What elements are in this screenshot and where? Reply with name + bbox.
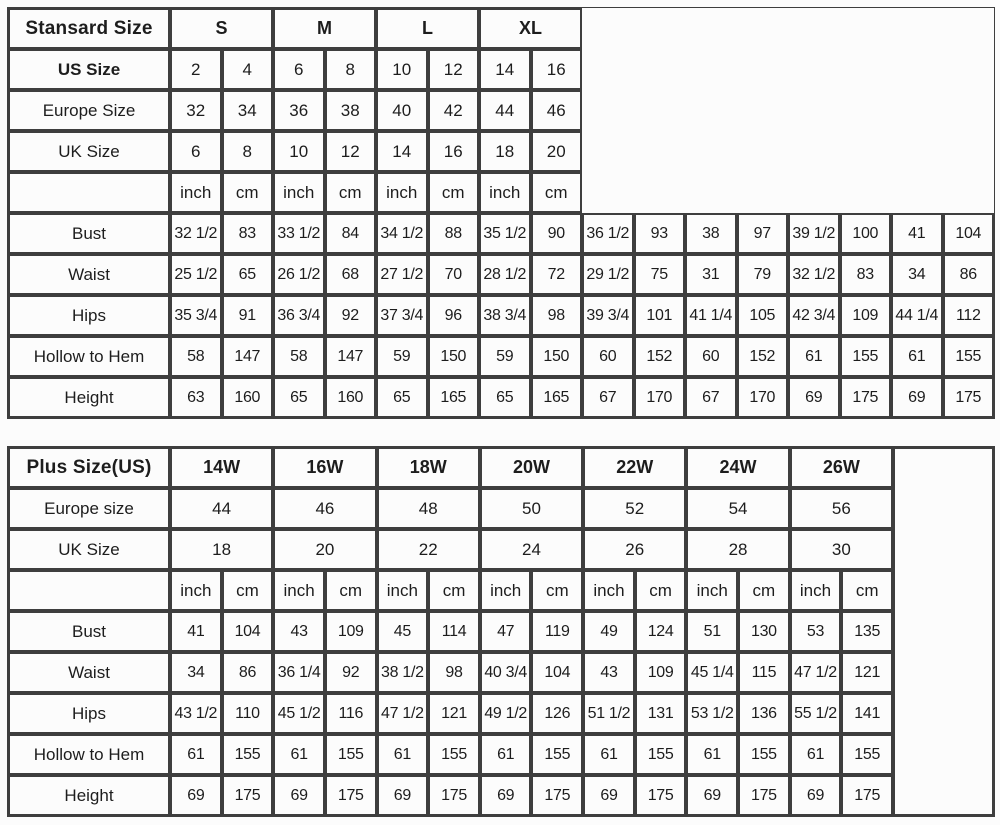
measure-value-cell: 28 1/2	[479, 254, 531, 295]
measure-value-cell: 175	[325, 775, 377, 816]
measure-value-cell: 86	[222, 652, 274, 693]
measure-value-cell: 69	[790, 775, 842, 816]
measure-value-cell: 61	[790, 734, 842, 775]
header-value-cell: 8	[325, 49, 377, 90]
measure-value-cell: 69	[686, 775, 738, 816]
measure-value-cell: 61	[273, 734, 325, 775]
unit-row	[8, 570, 994, 611]
unit-label-cell: cm	[428, 570, 480, 611]
header-value-cell: 22	[377, 529, 480, 570]
measure-value-cell: 130	[738, 611, 790, 652]
measure-value-cell: 47 1/2	[377, 693, 429, 734]
header-value-cell: 20	[531, 131, 583, 172]
measure-value-cell: 61	[788, 336, 840, 377]
measure-value-cell: 86	[943, 254, 995, 295]
header-value-cell: 26	[583, 529, 686, 570]
measure-value-cell: 44 1/4	[891, 295, 943, 336]
measure-value-cell: 105	[737, 295, 789, 336]
measure-value-cell: 75	[634, 254, 686, 295]
measure-value-cell: 155	[738, 734, 790, 775]
size-group-header: 26W	[790, 447, 893, 488]
measure-value-cell: 41 1/4	[685, 295, 737, 336]
size-header-row	[8, 131, 994, 172]
measure-value-cell: 35 1/2	[479, 213, 531, 254]
measure-value-cell: 69	[377, 775, 429, 816]
measure-value-cell: 109	[325, 611, 377, 652]
unit-row-blank-cell	[8, 570, 170, 611]
measure-value-cell: 59	[479, 336, 531, 377]
measure-value-cell: 61	[891, 336, 943, 377]
measure-value-cell: 165	[531, 377, 583, 418]
measure-value-cell: 61	[480, 734, 532, 775]
measure-value-cell: 112	[943, 295, 995, 336]
measure-value-cell: 175	[943, 377, 995, 418]
header-row-label: US Size	[8, 49, 170, 90]
measure-value-cell: 155	[531, 734, 583, 775]
measure-value-cell: 115	[738, 652, 790, 693]
header-value-cell: 42	[428, 90, 480, 131]
unit-label-cell: cm	[841, 570, 893, 611]
measure-value-cell: 124	[635, 611, 687, 652]
unit-row-blank-cell	[8, 172, 170, 213]
table-gap	[7, 419, 994, 446]
measure-value-cell: 69	[583, 775, 635, 816]
measure-value-cell: 155	[943, 336, 995, 377]
measure-value-cell: 155	[325, 734, 377, 775]
measure-value-cell: 114	[428, 611, 480, 652]
unit-label-cell: cm	[222, 570, 274, 611]
unit-label-cell: inch	[480, 570, 532, 611]
measure-value-cell: 32 1/2	[170, 213, 222, 254]
measure-value-cell: 104	[222, 611, 274, 652]
group-header-row	[8, 447, 994, 488]
empty-column-cell	[893, 447, 994, 816]
measure-value-cell: 55 1/2	[790, 693, 842, 734]
measure-row-label: Height	[8, 377, 170, 418]
measure-value-cell: 119	[531, 611, 583, 652]
measure-value-cell: 147	[222, 336, 274, 377]
size-header-row	[8, 529, 994, 570]
measure-value-cell: 65	[376, 377, 428, 418]
header-value-cell: 4	[222, 49, 274, 90]
measure-value-cell: 34	[170, 652, 222, 693]
measure-value-cell: 49	[583, 611, 635, 652]
size-group-header: S	[170, 8, 273, 49]
unit-row	[8, 172, 994, 213]
measure-value-cell: 53 1/2	[686, 693, 738, 734]
measure-row-label: Height	[8, 775, 170, 816]
unit-label-cell: inch	[170, 172, 222, 213]
measure-value-cell: 160	[222, 377, 274, 418]
header-value-cell: 44	[170, 488, 273, 529]
measure-value-cell: 43	[583, 652, 635, 693]
measure-row	[8, 775, 994, 816]
measure-value-cell: 70	[428, 254, 480, 295]
measure-value-cell: 38 3/4	[479, 295, 531, 336]
measure-value-cell: 175	[531, 775, 583, 816]
size-group-header: M	[273, 8, 376, 49]
header-value-cell: 6	[170, 131, 222, 172]
size-header-row	[8, 49, 994, 90]
measure-value-cell: 88	[428, 213, 480, 254]
group-header-row	[8, 8, 994, 49]
measure-value-cell: 38 1/2	[377, 652, 429, 693]
unit-label-cell: inch	[377, 570, 429, 611]
measure-value-cell: 53	[790, 611, 842, 652]
plus-size-table	[7, 446, 995, 817]
measure-row	[8, 652, 994, 693]
measure-value-cell: 65	[222, 254, 274, 295]
measure-value-cell: 90	[531, 213, 583, 254]
unit-label-cell: cm	[222, 172, 274, 213]
unit-label-cell: cm	[531, 570, 583, 611]
header-value-cell: 54	[686, 488, 789, 529]
measure-value-cell: 155	[840, 336, 892, 377]
header-value-cell: 12	[428, 49, 480, 90]
header-value-cell: 56	[790, 488, 893, 529]
size-header-row	[8, 90, 994, 131]
measure-value-cell: 175	[428, 775, 480, 816]
measure-value-cell: 61	[170, 734, 222, 775]
measure-value-cell: 36 1/2	[582, 213, 634, 254]
measure-row	[8, 734, 994, 775]
header-value-cell: 40	[376, 90, 428, 131]
corner-label: Plus Size(US)	[8, 447, 170, 488]
measure-value-cell: 35 3/4	[170, 295, 222, 336]
header-value-cell: 16	[531, 49, 583, 90]
measure-row	[8, 611, 994, 652]
measure-value-cell: 68	[325, 254, 377, 295]
header-value-cell: 44	[479, 90, 531, 131]
measure-row-label: Bust	[8, 611, 170, 652]
corner-label: Stansard Size	[8, 8, 170, 49]
header-value-cell: 32	[170, 90, 222, 131]
measure-value-cell: 45 1/2	[273, 693, 325, 734]
measure-value-cell: 69	[891, 377, 943, 418]
size-group-header: 16W	[273, 447, 376, 488]
measure-row-label: Waist	[8, 652, 170, 693]
measure-value-cell: 136	[738, 693, 790, 734]
measure-value-cell: 165	[428, 377, 480, 418]
measure-value-cell: 60	[582, 336, 634, 377]
header-row-label: Europe Size	[8, 90, 170, 131]
measure-value-cell: 92	[325, 652, 377, 693]
measure-value-cell: 29 1/2	[582, 254, 634, 295]
measure-value-cell: 69	[273, 775, 325, 816]
measure-value-cell: 109	[840, 295, 892, 336]
measure-value-cell: 92	[325, 295, 377, 336]
measure-value-cell: 84	[325, 213, 377, 254]
measure-value-cell: 43	[273, 611, 325, 652]
measure-value-cell: 45 1/4	[686, 652, 738, 693]
size-header-row	[8, 488, 994, 529]
measure-value-cell: 41	[170, 611, 222, 652]
measure-value-cell: 155	[222, 734, 274, 775]
measure-value-cell: 175	[222, 775, 274, 816]
measure-value-cell: 175	[840, 377, 892, 418]
measure-value-cell: 97	[737, 213, 789, 254]
header-row-label: UK Size	[8, 529, 170, 570]
measure-value-cell: 155	[841, 734, 893, 775]
measure-value-cell: 69	[480, 775, 532, 816]
header-value-cell: 46	[531, 90, 583, 131]
unit-label-cell: cm	[635, 570, 687, 611]
measure-value-cell: 104	[531, 652, 583, 693]
measure-value-cell: 38	[685, 213, 737, 254]
measure-value-cell: 45	[377, 611, 429, 652]
measure-value-cell: 43 1/2	[170, 693, 222, 734]
unit-label-cell: inch	[790, 570, 842, 611]
measure-row	[8, 254, 994, 295]
measure-value-cell: 69	[170, 775, 222, 816]
measure-value-cell: 121	[841, 652, 893, 693]
header-value-cell: 14	[376, 131, 428, 172]
measure-value-cell: 96	[428, 295, 480, 336]
header-row-label: Europe size	[8, 488, 170, 529]
unit-label-cell: cm	[531, 172, 583, 213]
measure-value-cell: 98	[428, 652, 480, 693]
header-value-cell: 34	[222, 90, 274, 131]
measure-value-cell: 109	[635, 652, 687, 693]
measure-value-cell: 121	[428, 693, 480, 734]
size-group-header: 14W	[170, 447, 273, 488]
measure-value-cell: 72	[531, 254, 583, 295]
unit-label-cell: inch	[376, 172, 428, 213]
measure-value-cell: 175	[738, 775, 790, 816]
unit-label-cell: cm	[738, 570, 790, 611]
header-value-cell: 36	[273, 90, 325, 131]
header-value-cell: 48	[377, 488, 480, 529]
measure-value-cell: 79	[737, 254, 789, 295]
measure-value-cell: 33 1/2	[273, 213, 325, 254]
measure-value-cell: 47	[480, 611, 532, 652]
measure-value-cell: 25 1/2	[170, 254, 222, 295]
size-group-header: L	[376, 8, 479, 49]
unit-label-cell: inch	[170, 570, 222, 611]
measure-value-cell: 83	[840, 254, 892, 295]
measure-value-cell: 32 1/2	[788, 254, 840, 295]
header-value-cell: 52	[583, 488, 686, 529]
measure-value-cell: 65	[479, 377, 531, 418]
header-row-label: UK Size	[8, 131, 170, 172]
size-group-header: 18W	[377, 447, 480, 488]
header-value-cell: 16	[428, 131, 480, 172]
measure-value-cell: 39 1/2	[788, 213, 840, 254]
header-value-cell: 28	[686, 529, 789, 570]
header-value-cell: 12	[325, 131, 377, 172]
measure-value-cell: 150	[531, 336, 583, 377]
measure-row-label: Hollow to Hem	[8, 336, 170, 377]
measure-value-cell: 83	[222, 213, 274, 254]
measure-value-cell: 131	[635, 693, 687, 734]
measure-value-cell: 58	[170, 336, 222, 377]
measure-row-label: Bust	[8, 213, 170, 254]
unit-label-cell: inch	[583, 570, 635, 611]
header-value-cell: 46	[273, 488, 376, 529]
measure-value-cell: 60	[685, 336, 737, 377]
measure-row	[8, 377, 994, 418]
measure-value-cell: 141	[841, 693, 893, 734]
measure-row	[8, 213, 994, 254]
header-value-cell: 30	[790, 529, 893, 570]
measure-value-cell: 67	[685, 377, 737, 418]
measure-value-cell: 150	[428, 336, 480, 377]
measure-row-label: Waist	[8, 254, 170, 295]
measure-value-cell: 51 1/2	[583, 693, 635, 734]
header-value-cell: 2	[170, 49, 222, 90]
unit-label-cell: cm	[325, 172, 377, 213]
measure-value-cell: 51	[686, 611, 738, 652]
measure-row-label: Hollow to Hem	[8, 734, 170, 775]
measure-value-cell: 47 1/2	[790, 652, 842, 693]
header-value-cell: 18	[479, 131, 531, 172]
measure-row	[8, 693, 994, 734]
measure-value-cell: 135	[841, 611, 893, 652]
measure-value-cell: 155	[428, 734, 480, 775]
standard-size-table-container	[7, 7, 994, 419]
size-group-header: XL	[479, 8, 582, 49]
measure-value-cell: 42 3/4	[788, 295, 840, 336]
header-value-cell: 38	[325, 90, 377, 131]
measure-value-cell: 58	[273, 336, 325, 377]
unit-label-cell: inch	[479, 172, 531, 213]
measure-value-cell: 110	[222, 693, 274, 734]
measure-value-cell: 61	[583, 734, 635, 775]
measure-value-cell: 160	[325, 377, 377, 418]
header-value-cell: 50	[480, 488, 583, 529]
measure-value-cell: 61	[377, 734, 429, 775]
unit-label-cell: inch	[686, 570, 738, 611]
measure-value-cell: 67	[582, 377, 634, 418]
measure-row-label: Hips	[8, 295, 170, 336]
measure-value-cell: 61	[686, 734, 738, 775]
measure-value-cell: 170	[737, 377, 789, 418]
measure-value-cell: 155	[635, 734, 687, 775]
size-group-header: 24W	[686, 447, 789, 488]
measure-value-cell: 152	[737, 336, 789, 377]
measure-value-cell: 93	[634, 213, 686, 254]
measure-value-cell: 126	[531, 693, 583, 734]
measure-value-cell: 27 1/2	[376, 254, 428, 295]
measure-value-cell: 69	[788, 377, 840, 418]
measure-value-cell: 175	[841, 775, 893, 816]
measure-value-cell: 175	[635, 775, 687, 816]
measure-value-cell: 26 1/2	[273, 254, 325, 295]
header-value-cell: 20	[273, 529, 376, 570]
measure-value-cell: 170	[634, 377, 686, 418]
measure-value-cell: 34	[891, 254, 943, 295]
header-value-cell: 10	[273, 131, 325, 172]
header-value-cell: 6	[273, 49, 325, 90]
header-value-cell: 18	[170, 529, 273, 570]
measure-value-cell: 104	[943, 213, 995, 254]
measure-value-cell: 116	[325, 693, 377, 734]
unit-label-cell: cm	[325, 570, 377, 611]
measure-value-cell: 152	[634, 336, 686, 377]
measure-value-cell: 37 3/4	[376, 295, 428, 336]
measure-value-cell: 39 3/4	[582, 295, 634, 336]
header-value-cell: 8	[222, 131, 274, 172]
measure-value-cell: 91	[222, 295, 274, 336]
measure-value-cell: 147	[325, 336, 377, 377]
header-value-cell: 24	[480, 529, 583, 570]
size-group-header: 20W	[480, 447, 583, 488]
unit-label-cell: cm	[428, 172, 480, 213]
measure-value-cell: 31	[685, 254, 737, 295]
measure-value-cell: 100	[840, 213, 892, 254]
measure-row	[8, 336, 994, 377]
measure-value-cell: 36 1/4	[273, 652, 325, 693]
measure-value-cell: 34 1/2	[376, 213, 428, 254]
measure-row-label: Hips	[8, 693, 170, 734]
measure-value-cell: 59	[376, 336, 428, 377]
header-value-cell: 10	[376, 49, 428, 90]
measure-value-cell: 101	[634, 295, 686, 336]
measure-value-cell: 65	[273, 377, 325, 418]
header-value-cell: 14	[479, 49, 531, 90]
unit-label-cell: inch	[273, 570, 325, 611]
measure-value-cell: 40 3/4	[480, 652, 532, 693]
size-group-header: 22W	[583, 447, 686, 488]
measure-row	[8, 295, 994, 336]
measure-value-cell: 49 1/2	[480, 693, 532, 734]
standard-size-table	[7, 7, 995, 419]
measure-value-cell: 41	[891, 213, 943, 254]
plus-size-table-container	[7, 446, 994, 817]
measure-value-cell: 63	[170, 377, 222, 418]
measure-value-cell: 36 3/4	[273, 295, 325, 336]
unit-label-cell: inch	[273, 172, 325, 213]
measure-value-cell: 98	[531, 295, 583, 336]
